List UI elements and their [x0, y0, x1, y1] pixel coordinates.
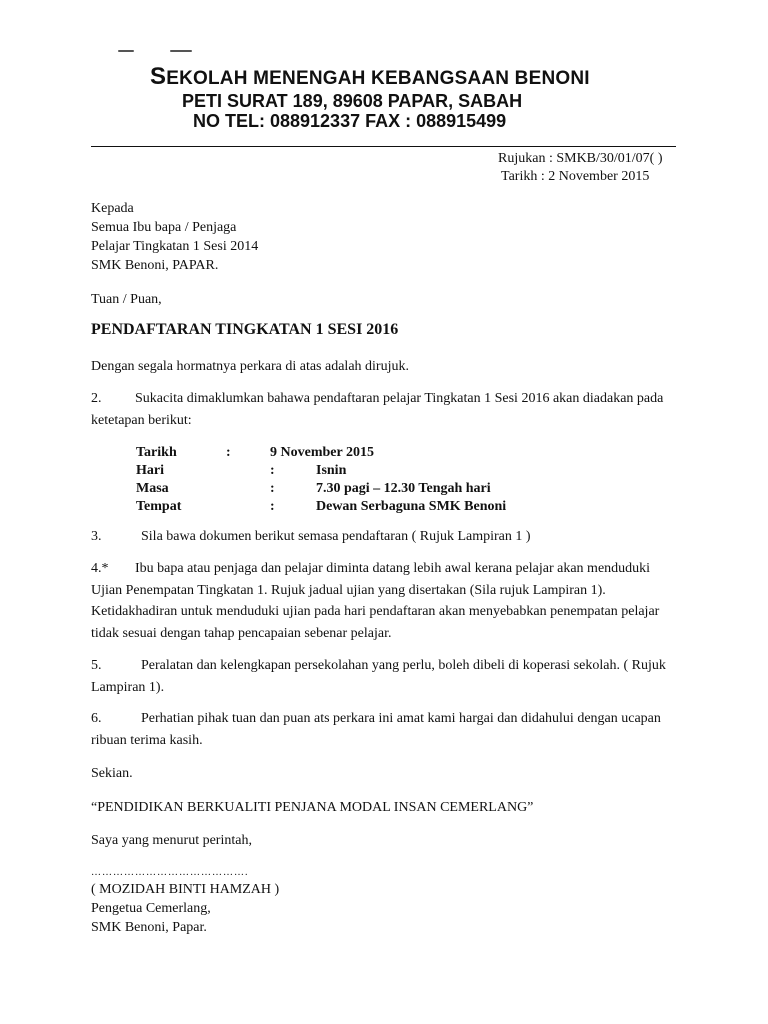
paragraph-5: 5. Peralatan dan kelengkapan persekolahan yang perlu, boleh dibeli di koperasi sekolah. ( Rujuk Lampiran 1).: [91, 655, 681, 698]
paragraph-number: 3.: [91, 529, 102, 544]
letter-subject: PENDAFTARAN TINGKATAN 1 SESI 2016: [91, 321, 399, 338]
paragraph-number: 2.: [91, 391, 102, 406]
header-divider: [91, 146, 676, 147]
salutation: Tuan / Puan,: [91, 292, 162, 307]
signatory-name: ( MOZIDAH BINTI HAMZAH ): [91, 882, 280, 897]
paragraph-3: 3. Sila bawa dokumen berikut semasa pendaftaran ( Rujuk Lampiran 1 ): [91, 529, 531, 544]
recipient-block: [91, 199, 258, 275]
recipient-line: Kepada: [91, 201, 134, 216]
signatory-school: SMK Benoni, Papar.: [91, 920, 207, 935]
logo-mark: [118, 48, 196, 54]
recipient-line: Pelajar Tingkatan 1 Sesi 2014: [91, 239, 259, 254]
recipient-line: SMK Benoni, PAPAR.: [91, 258, 219, 273]
opening-line: Dengan segala hormatnya perkara di atas adalah dirujuk.: [91, 359, 409, 374]
paragraph-4: 4.* Ibu bapa atau penjaga dan pelajar diminta datang lebih awal kerana pelajar akan menduduki Ujian Penempatan Tingkatan 1. Rujuk jadual ujian yang disertakan (Sila rujuk Lampiran 1). Ketidakhadiran untuk menduduki ujian pada hari pendaftaran akan menyebabkan penempatan pelajar tidak sesuai dengan tahap pencapaian sebenar pelajar.: [91, 558, 681, 644]
school-address: PETI SURAT 189, 89608 PAPAR, SABAH: [182, 91, 523, 111]
sign-off: Saya yang menurut perintah,: [91, 833, 252, 848]
paragraph-number: 6.: [91, 711, 102, 726]
signature-line: …………………………………….: [91, 867, 249, 878]
paragraph-6: 6. Perhatian pihak tuan dan puan ats perkara ini amat kami hargai dan didahului dengan ucapan ribuan terima kasih.: [91, 708, 681, 751]
recipient-line: Semua Ibu bapa / Penjaga: [91, 220, 237, 235]
school-name: SEKOLAH MENENGAH KEBANGSAAN BENONI: [150, 63, 590, 90]
school-phone-fax: NO TEL: 088912337 FAX : 088915499: [193, 111, 507, 131]
letter-date: Tarikh : 2 November 2015: [501, 169, 650, 184]
school-motto: “PENDIDIKAN BERKUALITI PENJANA MODAL INSAN CEMERLANG”: [91, 800, 534, 815]
paragraph-number: 5.: [91, 658, 102, 673]
signatory-title: Pengetua Cemerlang,: [91, 901, 211, 916]
reference-number: Rujukan : SMKB/30/01/07( ): [498, 151, 663, 166]
paragraph-2: 2. Sukacita dimaklumkan bahawa pendaftaran pelajar Tingkatan 1 Sesi 2016 akan diadakan pada ketetapan berikut:: [91, 388, 681, 431]
closing: Sekian.: [91, 766, 133, 781]
paragraph-number: 4.*: [91, 561, 109, 576]
